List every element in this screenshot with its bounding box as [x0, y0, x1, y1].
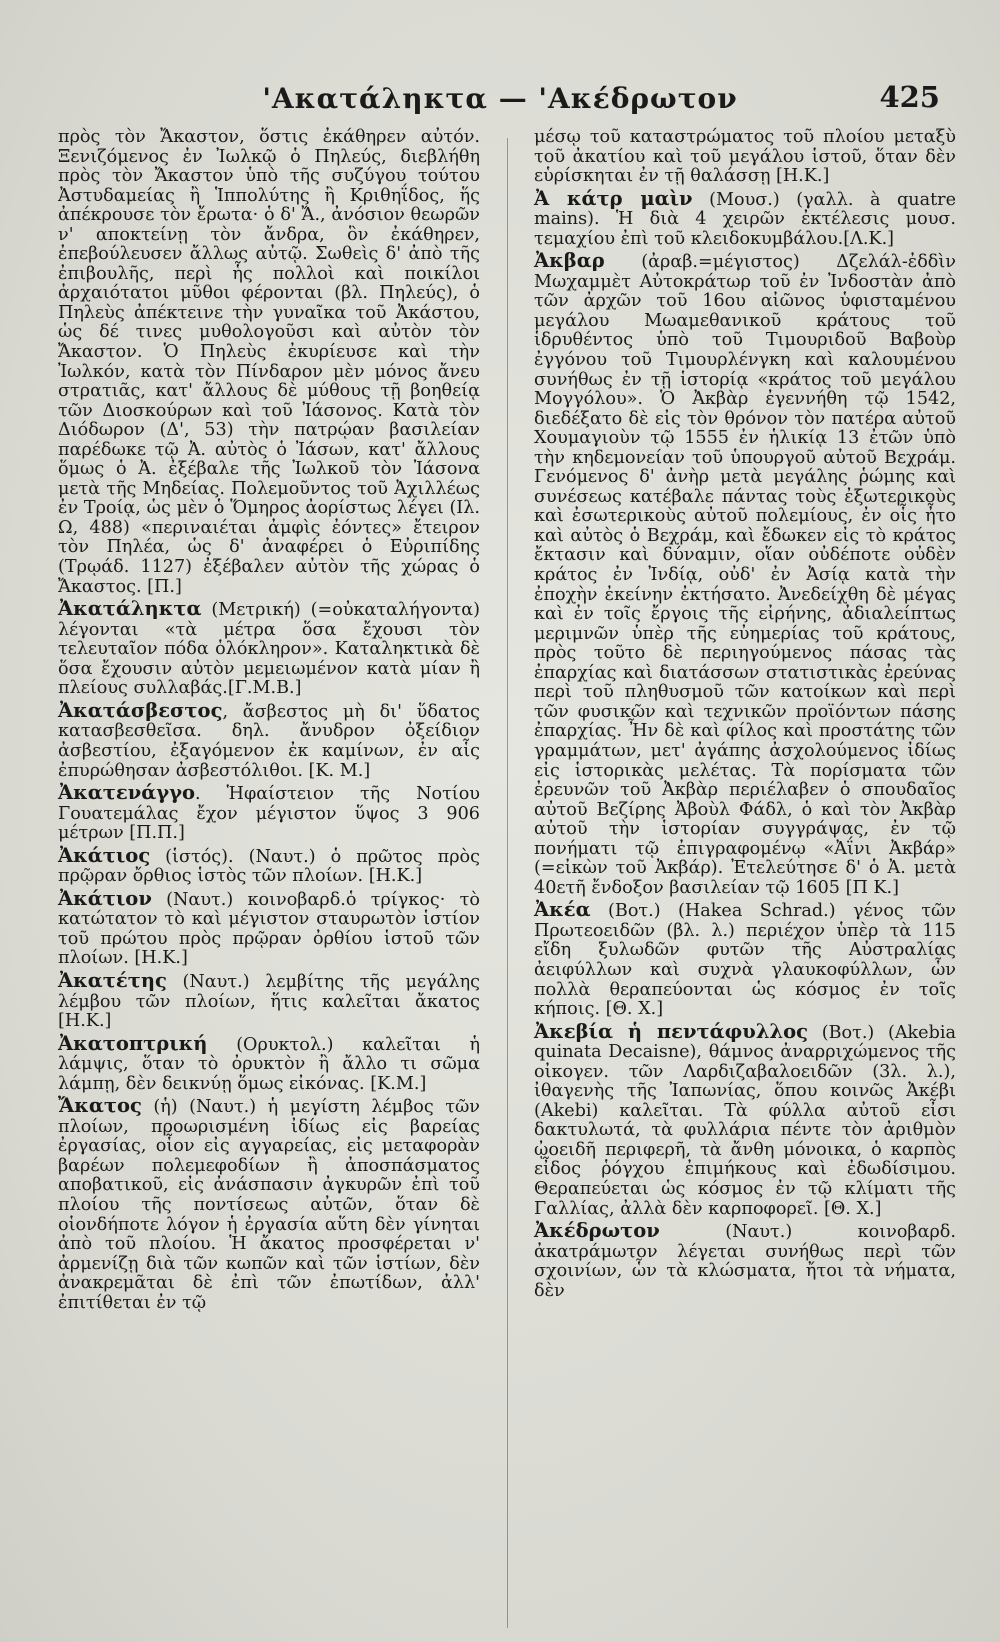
- entry-akedroton: [534, 1221, 956, 1301]
- entry-akatos-continued: [534, 128, 956, 187]
- entry-akatos: [58, 1096, 480, 1313]
- entry-headword: Ἀκεβία ἡ πεντάφυλλος: [534, 1019, 809, 1043]
- entry-akea: [534, 900, 956, 1019]
- entry-text: (Μετρική) (=οὐκαταλήγοντα) λέγονται «τὰ μέτρα ὅσα ἔχουσι τὸν τελευταῖον πόδα ὁλόκληρον». Καταληκτικὰ δὲ ὅσα ἔχουσιν αὐτὸν μεμειωμένον κατὰ μίαν ἢ πλείους συλλαβάς.[Γ.Μ.Β.]: [58, 600, 480, 699]
- entry-text: πρὸς τὸν Ἄκαστον, ὅστις ἐκάθηρεν αὐτόν. Ξενιζόμενος ἐν Ἰωλκῷ ὁ Πηλεύς, διεβλήθη πρὸς τὸν Ἄκαστον ὑπὸ τῆς συζύγου τούτου Ἀστυδαμείας ἢ Ἱππολύτης ἢ Κριθηΐδος, ἥς ἀπέκρουσε τὸν ἔρωτα· ὁ δ' Ἄ., ἀνόσιον θεωρῶν ν' αποκτείνῃ τὸν ἄνδρα, ὃν ἐκάθηρεν, ἐπεβούλευσεν ἄλλως αὐτῷ. Σωθεὶς δ' ἀπὸ τῆς ἐπιβουλῆς, περὶ ἧς πολλοὶ καὶ ποικίλοι ἀρχαιότατοι μῦθοι φέρονται (βλ. Πηλεύς), ὁ Πηλεὺς ἀπέκτεινε τὴν γυναῖκα τοῦ Ἀκάστου, ὡς δέ τινες μυθολογοῦσι καὶ αὐτὸν τὸν Ἄκαστον. Ὁ Πηλεὺς ἐκυρίευσε καὶ τὴν Ἰωλκόν, κατὰ τὸν Πίνδαρον μὲν μόνος ἄνευ στρατιᾶς, κατ' ἄλλους δὲ μύθους τῇ βοηθείᾳ τῶν Διοσκούρων καὶ τοῦ Ἰάσονος. Κατὰ τὸν Διόδωρον (Δ', 53) τὴν πατρῴαν βασιλείαν παρέδωκε τῷ Ἀ. αὐτὸς ὁ Ἰάσων, κατ' ἄλλους ὅμως ὁ Ἀ. ἐξέβαλε τῆς Ἰωλκοῦ τὸν Ἰάσονα μετὰ τῆς Μηδείας. Πολεμοῦντος τοῦ Ἀχιλλέως ἐν Τροίᾳ, ὡς μὲν ὁ Ὅμηρος ἀορίστως λέγει (Ιλ. Ω, 488) «περιναιέται ἀμφὶς ἐόντες» ἔτειρον τὸν Πηλέα, ὡς δ' ἀναφέρει ὁ Εὐριπίδης (Τρῳάδ. 1127) ἐξέβαλεν αὐτὸν τῆς χώρας ὁ Ἄκαστος. [Π.]: [58, 127, 480, 597]
- entry-text: (ἱστός). (Ναυτ.) ὁ πρῶτος πρὸς πρῷραν ὄρθιος ἱστὸς τῶν πλοίων. [Η.Κ.]: [58, 846, 480, 887]
- entry-akebia: [534, 1019, 956, 1219]
- page-header: [0, 76, 1000, 126]
- entry-akatios: [58, 843, 480, 887]
- entry-akation: [58, 886, 480, 969]
- entry-text: , ἄσβεστος μὴ δι' ὕδατος κατασβεσθεῖσα. δηλ. ἄνυδρον ὀξείδιον ἀσβεστίου, ἐξαγόμενον ἐκ καμίνων, ἐν αἷς ἐπυρώθησαν ἀσβεστόλιθοι. [Κ. Μ.]: [58, 701, 480, 781]
- page-number: 425: [879, 80, 940, 114]
- entry-akatenango: [58, 783, 480, 844]
- entry-headword: Ἀκατέτης: [58, 968, 167, 992]
- entry-text: (Ορυκτολ.) καλεῖται ἡ λάμψις, ὅταν τὸ ὀρυκτὸν ἢ ἄλλο τι σῶμα λάμπῃ, δὲν δεικνύῃ ὅμως εἰκόνας. [Κ.Μ.]: [58, 1034, 480, 1094]
- entry-text: (Ναυτ.) λεμβίτης τῆς μεγάλης λέμβου τῶν πλοίων, ἥτις καλεῖται ἄκατος [Η.Κ.]: [58, 971, 480, 1032]
- entry-akastos-continued: [58, 128, 480, 597]
- entry-text: (ἀραβ.=μέγιστος) Δζελάλ-ἐδδὶν Μωχαμμὲτ Αὐτοκράτωρ τοῦ ἐν Ἰνδοστὰν ἀπὸ τῶν ἀρχῶν τοῦ 16ου αἰῶνος ὑφισταμένου μεγάλου Μωαμεθανικοῦ κράτους τοῦ ἱδρυθέντος ὑπὸ τοῦ Τιμουριδοῦ Βαβοὺρ ἐγγόνου τοῦ Τιμουρλένγκη καὶ καλουμένου συνήθως ἐν τῇ ἱστορίᾳ «κράτος τοῦ μεγάλου Μογγόλου». Ὁ Ἀκβὰρ ἐγεννήθη τῷ 1542, διεδέξατο δὲ εἰς τὸν θρόνον τὸν πατέρα αὐτοῦ Χουμαγιοὺν τῷ 1555 ἐν ἡλικίᾳ 13 ἐτῶν ὑπὸ τὴν κηδεμονείαν τοῦ ὑπουργοῦ αὐτοῦ Βεχράμ. Γενόμενος δ' ἀνὴρ μετὰ μεγάλης ῥώμης καὶ συνέσεως κατέβαλε πάντας τοὺς ἐξωτερικοὺς καὶ ἐσωτερικοὺς αὐτοῦ πολεμίους, ἐν οἷς ἦτο καὶ αὐτὸς ὁ Βεχράμ, καὶ ἔδωκεν εἰς τὸ κράτος ἔκτασιν καὶ δύναμιν, οἵαν οὐδέποτε οὐδὲν κράτος ἐν Ἰνδίᾳ, οὐδ' ἐν Ἀσίᾳ κατὰ τὴν ἐποχὴν ἐκείνην ἐκτήσατο. Ἀνεδείχθη δὲ μέγας καὶ ἐν τοῖς ἔργοις τῆς εἰρήνης, ἀδιαλείπτως μεριμνῶν ὑπὲρ τῆς εὐημερίας τοῦ κράτους, πρὸς τοῦτο δὲ περιηγούμενος πάσας τὰς ἐπαρχίας καὶ διατάσσων στατιστικὰς ἐρεύνας περὶ τοῦ πληθυσμοῦ τῶν κατοίκων καὶ περὶ τῶν φυσικῶν καὶ τεχνικῶν προϊόντων πάσης ἐπαρχίας. Ἦν δὲ καὶ φίλος καὶ προστάτης τῶν γραμμάτων, μετ' ἀγάπης ἀσχολούμενος ἰδίως εἰς ἱστορικὰς μελέτας. Τὰ πορίσματα τῶν ἐρευνῶν τοῦ Ἀκβὰρ περιέλαβεν ὁ σπουδαῖος αὐτοῦ Βεζίρης Ἀβοὺλ Φάδλ, ὁ καὶ τὸν Ἀκβὰρ αὐτοῦ τὴν ἱστορίαν συγγράψας, ἐν τῷ πονήματι τῷ ἐπιγραφομένῳ «Ἀΐνι Ἀκβάρ» (=εἰκὼν τοῦ Ἀκβάρ). Ἐτελεύτησε δ' ὁ Ἀ. μετὰ 40ετῆ ἔνδοξον βασιλείαν τῷ 1605 [Π Κ.]: [534, 252, 956, 898]
- entry-headword: Ἀκατενάγγο: [58, 781, 196, 805]
- entry-headword: Ἀκάτιος: [58, 843, 151, 867]
- entry-headword: Ἀκβαρ: [534, 249, 605, 273]
- left-column: [58, 128, 480, 1313]
- entry-text: . Ἡφαίστειον τῆς Νοτίου Γουατεμάλας ἔχον μέγιστον ὕψος 3 906 μέτρων [Π.Π.]: [58, 784, 480, 844]
- entry-akatalikta: [58, 599, 480, 699]
- entry-headword: Ἀκατάσβεστος: [58, 698, 223, 722]
- entry-text: (Βοτ.) (Akebia quinata Decaisne), θάμνος ἀναρριχώμενος τῆς οἰκογεν. τῶν Λαρδιζαβαλοειδῶν (3λ. λ.), ἰθαγενὴς τῆς Ἰαπωνίας, ὅπου κοινῶς Ἀκέβι (Akebi) καλεῖται. Τὰ φύλλα αὐτοῦ εἶσι δακτυλωτά, τὰ φυλλάρια πέντε τὸν ἀριθμὸν ᾠοειδῆ περιφερῆ, τὰ ἄνθη μόνοικα, ὁ καρπὸς εἶδος ῥόγχου ἐπιμήκους καὶ ἐδωδίσιμου. Θεραπεύεται ὡς κόσμος ἐν τῷ κλίματι τῆς Γαλλίας, ἀλλὰ δὲν καρποφορεῖ. [Θ. Χ.]: [534, 1022, 956, 1219]
- entry-headword: Ἀκάτιον: [58, 886, 152, 910]
- entry-text: (Ναυτ.) κοινοβαρδ. ἀκατράμωτον λέγεται συνήθως περὶ τῶν σχοινίων, ὧν τὰ κλώσματα, ἤτοι τὰ νήματα, δὲν: [534, 1222, 956, 1301]
- entry-akatasvestos: [58, 698, 480, 781]
- entry-headword: Ἀκατάληκτα: [58, 597, 202, 621]
- entry-headword: Ἀκέδρωτον: [534, 1219, 660, 1243]
- entry-text: (Βοτ.) (Hakea Schrad.) γένος τῶν Πρωτεοειδῶν (βλ. λ.) περιέχον ὑπὲρ τὰ 115 εἴδη ξυλωδῶν φυτῶν τῆς Αὐστραλίας ἀειφύλλων καὶ συχνὰ γλαυκοφύλλων, ὧν πολλὰ θεραπεύονται ὡς κόσμος ἐν τοῖς κήποις. [Θ. Χ.]: [534, 901, 956, 1020]
- entry-akatoptriki: [58, 1031, 480, 1095]
- entry-text: (Μουσ.) (γαλλ. à quatre mains). Ἡ διὰ 4 χειρῶν ἐκτέλεσις μουσ. τεμαχίου ἐπὶ τοῦ κλειδοκυμβάλου.[Λ.Κ.]: [534, 189, 957, 249]
- entry-headword: Ἀκατοπτρική: [58, 1031, 208, 1055]
- entry-headword: Ἀκέα: [534, 898, 591, 922]
- running-head: 'Ακατάληκτα — 'Ακέδρωτον: [262, 82, 738, 115]
- entry-a-quatre-mains: [534, 186, 957, 250]
- entry-akatetis: [58, 968, 480, 1032]
- right-column: [534, 128, 956, 1301]
- entry-headword: Ἄκατος: [58, 1094, 142, 1118]
- entry-text: μέσῳ τοῦ καταστρώματος τοῦ πλοίου μεταξὺ τοῦ ἀκατίου καὶ τοῦ μεγάλου ἱστοῦ, ὅταν δὲν εὑρίσκηται ἐν τῇ θαλάσσῃ [Η.Κ.]: [534, 127, 956, 187]
- column-divider: [507, 138, 508, 1628]
- entry-text: (Ναυτ.) κοινοβαρδ.ὁ τρίγκος· τὸ κατώτατον τὸ καὶ μέγιστον σταυρωτὸν ἱστίον τοῦ πρώτου πρὸς πρῷραν ὀρθίου ἱστοῦ τῶν πλοίων. [Η.Κ.]: [58, 889, 480, 969]
- entry-text: (ἡ) (Ναυτ.) ἡ μεγίστη λέμβος τῶν πλοίων, προωρισμένη ἰδίως εἰς βαρείας ἐργασίας, οἷον εἰς αγγαρείας, εἰς μεταφορὰν βαρέων πολεμεφοδίων ἢ ἀποσπάσματος αποβατικοῦ, εἰς ἀνάσπασιν ἀγκυρῶν ἐπὶ τοῦ πλοίου τῆς ποντίσεως αὐτῶν, ὅταν δὲ οἱονδήποτε λόγον ἡ ἐργασία αὕτη δὲν γίνηται ἀπὸ τοῦ πλοίου. Ἡ ἄκατος προσφέρεται ν' ἀρμενίζῃ διὰ τῶν κωπῶν καὶ τῶν ἱστίων, δὲν ἀνακρεμᾶται δὲ ἐπὶ τῶν ἐπωτίδων, ἀλλ' ἐπιτίθεται ἐν τῷ: [58, 1097, 480, 1313]
- entry-headword: Ἀ κάτρ μαὶν: [534, 186, 693, 210]
- entry-akbar: [534, 251, 956, 898]
